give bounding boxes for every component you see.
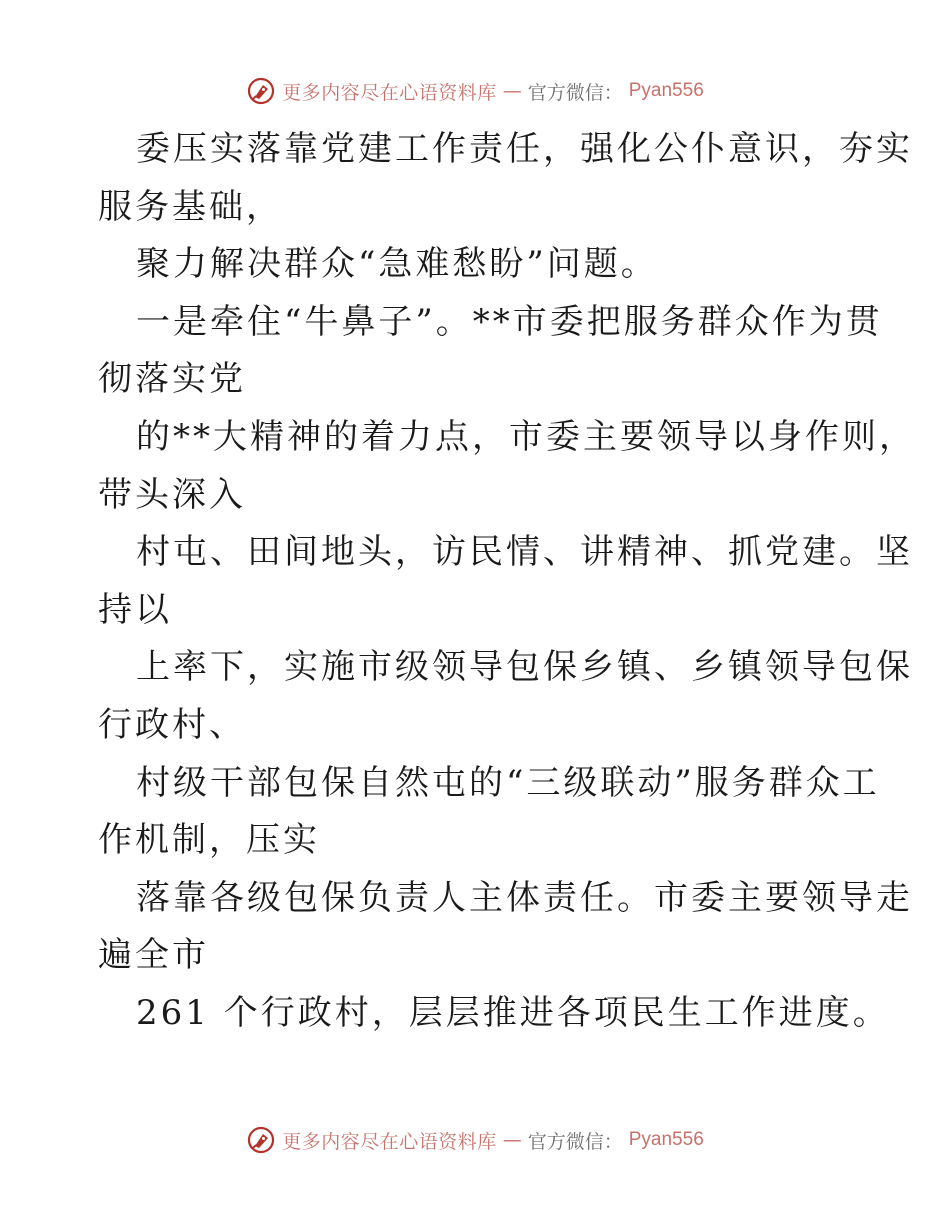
body-line: 作机制，压实	[98, 820, 320, 861]
body-line: 带头深入	[98, 474, 246, 515]
body-line: 委压实落靠党建工作责任，强化公仆意识，夯实	[136, 129, 913, 169]
body-line: 一是牵住“牛鼻子”。**市委把服务群众作为贯	[136, 301, 883, 342]
pen-nib-circle-icon	[246, 1125, 276, 1155]
watermark-brand-text: 更多内容尽在心语资料库	[282, 1130, 497, 1153]
watermark-wechat-id: Pyan556	[628, 80, 704, 101]
pen-nib-circle-icon	[246, 76, 276, 106]
header-watermark	[0, 71, 950, 111]
watermark-separator: —	[502, 1129, 522, 1151]
watermark-separator: —	[502, 80, 522, 102]
body-line: 聚力解决群众“急难愁盼”问题。	[136, 244, 658, 285]
body-line: 持以	[98, 589, 172, 630]
body-line: 村屯、田间地头，访民情、讲精神、抓党建。坚	[136, 532, 913, 573]
document-body	[98, 121, 916, 1043]
body-line: 行政村、	[98, 704, 246, 745]
body-line: 落靠各级包保负责人主体责任。市委主要领导走	[136, 877, 913, 918]
footer-watermark	[0, 1120, 950, 1160]
body-line: 261 个行政村，层层推进各项民生工作进度。	[136, 992, 890, 1033]
watermark-official-label: 官方微信：	[527, 1130, 623, 1153]
body-line: 遍全市	[98, 935, 209, 976]
body-line: 的**大精神的着力点，市委主要领导以身作则，	[136, 416, 916, 457]
watermark-wechat-id: Pyan556	[628, 1129, 704, 1150]
body-line: 村级干部包保自然屯的“三级联动”服务群众工	[136, 762, 880, 803]
body-line: 服务基础，	[98, 186, 283, 227]
watermark-brand-text: 更多内容尽在心语资料库	[282, 81, 497, 104]
watermark-official-label: 官方微信：	[527, 81, 623, 104]
body-line: 彻落实党	[98, 359, 246, 400]
body-line: 上率下，实施市级领导包保乡镇、乡镇领导包保	[136, 647, 913, 688]
